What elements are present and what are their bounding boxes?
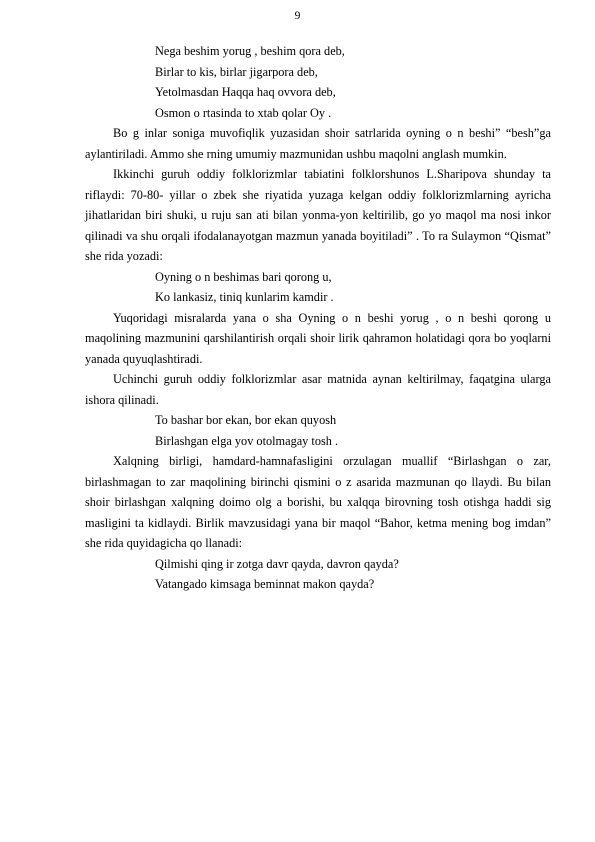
verse-line: Birlashgan elga yov otolmagay tosh . xyxy=(155,433,339,448)
verse-line: Ko lankasiz, tiniq kunlarim kamdir . xyxy=(155,290,334,304)
verse-line: To bashar bor ekan, bor ekan quyosh xyxy=(155,413,337,427)
paragraph: Ikkinchi guruh oddiy folklorizmlar tabiatini folklorshunos L.Sharipova shunday ta riflaydi: 70-80- yillar o zbek she riyatida yuzaga kelgan oddiy folklorizmlarning ayricha jihatlaridan biri shuki, u ruju san ati bilan yonma-yon keltirilib, go yo maqol ma nosi inkor qilinadi va shu orqali ifodalanayotgan mazmun yanada boyitiladi” . To ra Sulaymon “Qismat” she rida yozadi: xyxy=(85,167,551,263)
verse-line: Oyning o n beshimas bari qorong u, xyxy=(155,269,332,284)
verse-line: Osmon o rtasinda to xtab qolar Oy . xyxy=(155,105,332,120)
verse-line: Birlar to kis, birlar jigarpora deb, xyxy=(155,64,318,79)
verse-block-3 xyxy=(85,410,551,451)
paragraph: Bo g inlar soniga muvofiqlik yuzasidan shoir satrlarida oyning o n beshi” “besh”ga aylantiriladi. Ammo she rning umumiy mazmunidan ushbu maqolni anglash mumkin. xyxy=(85,126,551,161)
verse-block-2 xyxy=(85,267,551,308)
page-number: 9 xyxy=(294,10,301,22)
paragraph: Uchinchi guruh oddiy folklorizmlar asar matnida aynan keltirilmay, faqatgina ularga ishora qilinadi. xyxy=(85,372,551,407)
verse-line: Yetolmasdan Haqqa haq ovvora deb, xyxy=(155,85,336,99)
verse-block-1 xyxy=(85,41,551,123)
verse-line: Qilmishi qing ir zotga davr qayda, davron qayda? xyxy=(155,556,399,571)
paragraph: Xalqning birligi, hamdard-hamnafasligini orzulagan muallif “Birlashgan o zar, birlashmagan to zar maqolining birinchi qismini o z asarida mazmunan qo llaydi. Bu bilan shoir birlashgan xalqning doimo olg a borishi, bu xalqqa birovning tosh otishga haddi sig masligini ta kidlaydi. Birlik mavzusidagi yana bir maqol “Bahor, ketma mening bog imdan” she rida quyidagicha qo llanadi: xyxy=(85,454,551,550)
document-body xyxy=(85,41,551,595)
paragraph: Yuqoridagi misralarda yana o sha Oyning o n beshi yorug , o n beshi qorong u maqolining mazmunini qarshilantirish orqali shoir lirik qahramon holatidagi qora bo yoqlarni yanada quyuqlashtiradi. xyxy=(85,310,551,366)
verse-block-4 xyxy=(85,554,551,595)
verse-line: Vatangado kimsaga beminnat makon qayda? xyxy=(155,577,375,591)
verse-line: Nega beshim yorug , beshim qora deb, xyxy=(155,44,345,58)
